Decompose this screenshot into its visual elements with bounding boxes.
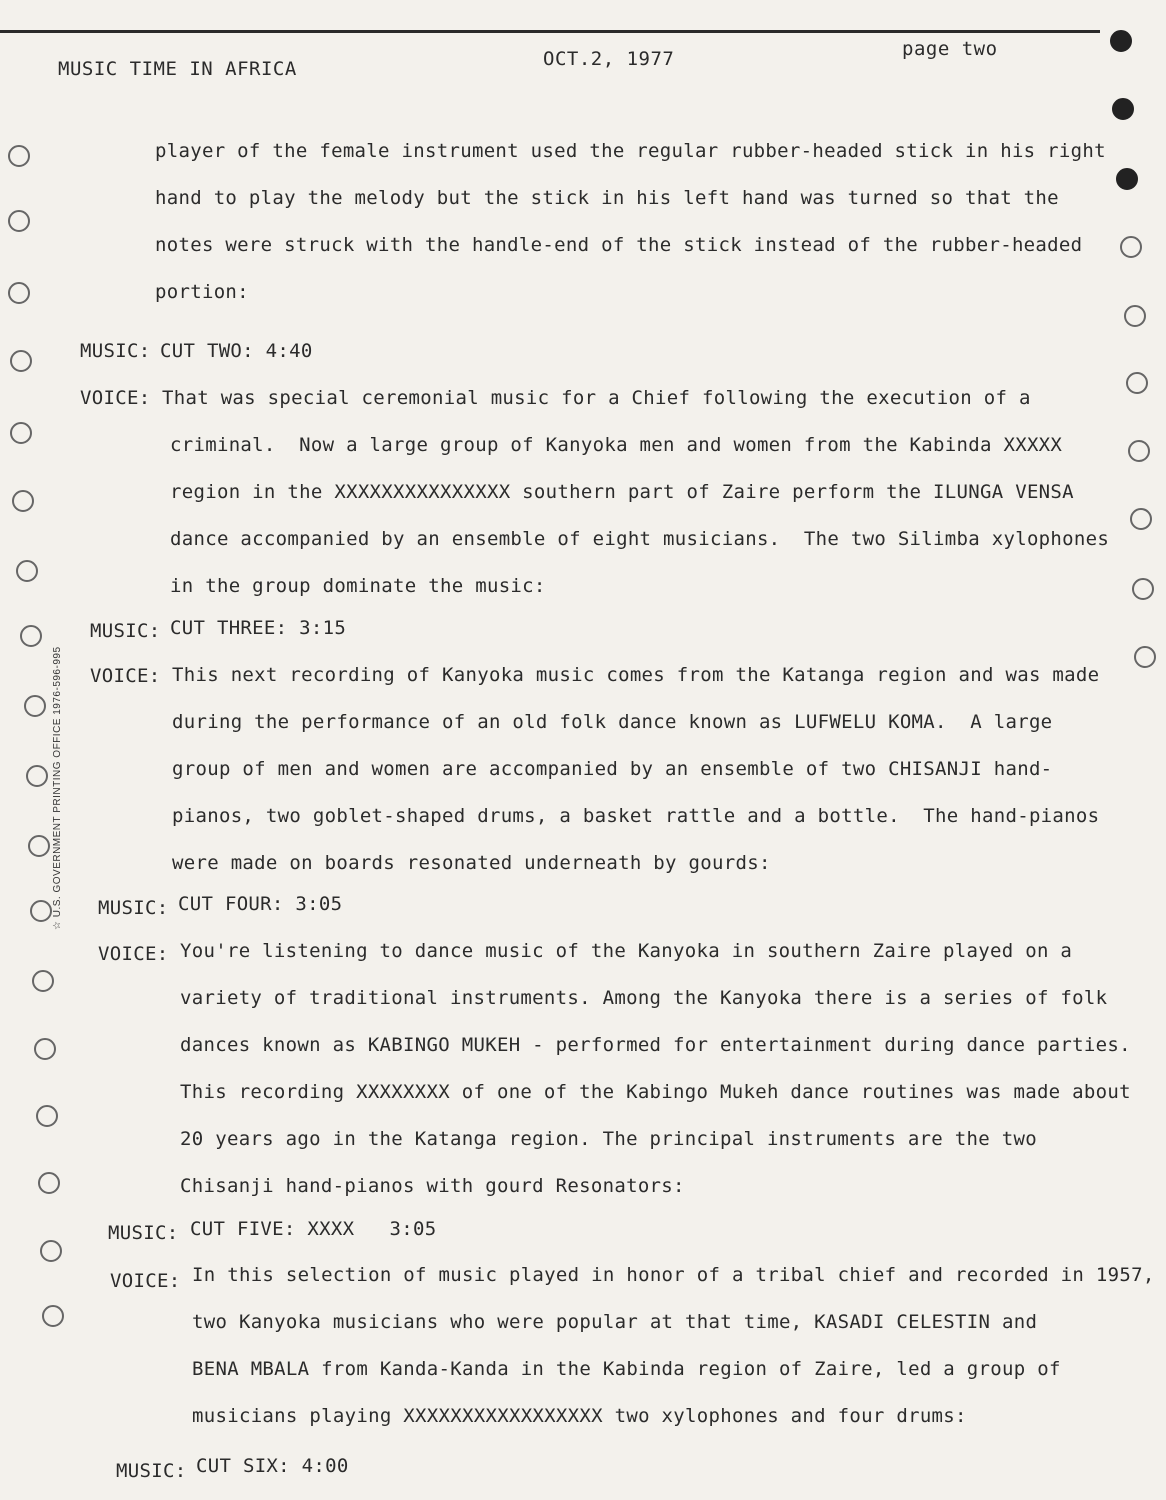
voice-paragraph [172,652,1099,887]
document-date: OCT.2, 1977 [543,48,675,70]
text-line: during the performance of an old folk dance known as LUFWELU KOMA. A large [172,711,1053,733]
text-line: 20 years ago in the Katanga region. The principal instruments are the two [180,1128,1037,1150]
text-line: This recording XXXXXXXX of one of the Kabingo Mukeh dance routines was made about [180,1081,1131,1103]
binder-hole-icon [12,490,34,512]
top-rule [0,30,1100,33]
text-line: That was special ceremonial music for a Chief following the execution of a [162,387,1031,409]
text-line: In this selection of music played in honor of a tribal chief and recorded in 1957, [192,1264,1155,1286]
page-number: page two [902,38,998,60]
binder-hole-icon [1130,508,1152,530]
music-label: MUSIC: [116,1460,187,1482]
voice-paragraph [180,928,1131,1210]
text-line: region in the XXXXXXXXXXXXXXX southern part of Zaire perform the ILUNGA VENSA [170,481,1074,503]
printing-office-mark: ☆ U.S. GOVERNMENT PRINTING OFFICE 1976-596-995 [52,646,63,930]
text-line: dance accompanied by an ensemble of eight musicians. The two Silimba xylophones [170,528,1110,550]
text-line: two Kanyoka musicians who were popular at that time, KASADI CELESTIN and [192,1311,1038,1333]
text-line: This next recording of Kanyoka music comes from the Katanga region and was made [172,664,1100,686]
voice-label: VOICE: [98,943,169,965]
text-line: notes were struck with the handle-end of the stick instead of the rubber-headed [155,234,1083,256]
text-line: portion: [155,281,249,303]
music-cue: CUT THREE: 3:15 [170,617,347,639]
binder-hole-icon [8,145,30,167]
binder-hole-icon [30,900,52,922]
binder-hole-icon [1126,372,1148,394]
music-label: MUSIC: [98,897,169,919]
voice-paragraph [192,1252,1155,1440]
binder-hole-icon [1134,646,1156,668]
binder-hole-icon [34,1038,56,1060]
music-cue: CUT SIX: 4:00 [196,1455,349,1477]
voice-label: VOICE: [110,1270,181,1292]
binder-hole-icon [24,695,46,717]
binder-hole-icon [16,560,38,582]
text-line: in the group dominate the music: [170,575,546,597]
binder-hole-icon [8,210,30,232]
text-line: were made on boards resonated underneath by gourds: [172,852,771,874]
binder-hole-icon [1116,168,1138,190]
continuation-paragraph [155,128,1106,316]
text-line: musicians playing XXXXXXXXXXXXXXXXX two xylophones and four drums: [192,1405,967,1427]
binder-hole-icon [1112,98,1134,120]
text-line: BENA MBALA from Kanda-Kanda in the Kabinda region of Zaire, led a group of [192,1358,1061,1380]
voice-label: VOICE: [90,665,161,687]
binder-hole-icon [36,1105,58,1127]
music-cue: CUT TWO: 4:40 [160,340,313,362]
text-line: player of the female instrument used the regular rubber-headed stick in his right [155,140,1106,162]
voice-label: VOICE: [80,387,151,409]
binder-hole-icon [1120,236,1142,258]
binder-hole-icon [10,350,32,372]
music-label: MUSIC: [80,340,151,362]
binder-hole-icon [26,765,48,787]
binder-hole-icon [42,1305,64,1327]
music-label: MUSIC: [90,620,161,642]
binder-hole-icon [20,625,42,647]
binder-hole-icon [32,970,54,992]
text-line: criminal. Now a large group of Kanyoka men and women from the Kabinda XXXXX [170,434,1063,456]
text-line: group of men and women are accompanied by an ensemble of two CHISANJI hand- [172,758,1053,780]
binder-hole-icon [1124,305,1146,327]
binder-hole-icon [1128,440,1150,462]
text-line: variety of traditional instruments. Among the Kanyoka there is a series of folk [180,987,1108,1009]
binder-hole-icon [10,422,32,444]
text-line: dances known as KABINGO MUKEH - performed for entertainment during dance parties. [180,1034,1131,1056]
music-cue: CUT FOUR: 3:05 [178,893,343,915]
binder-hole-icon [40,1240,62,1262]
binder-hole-icon [28,835,50,857]
text-line: hand to play the melody but the stick in his left hand was turned so that the [155,187,1059,209]
music-label: MUSIC: [108,1222,179,1244]
text-line: pianos, two goblet-shaped drums, a basket rattle and a bottle. The hand-pianos [172,805,1100,827]
binder-hole-icon [8,282,30,304]
program-title: MUSIC TIME IN AFRICA [58,58,297,80]
music-cue: CUT FIVE: XXXX 3:05 [190,1218,437,1240]
binder-hole-icon [1132,578,1154,600]
text-line: Chisanji hand-pianos with gourd Resonators: [180,1175,685,1197]
voice-paragraph [162,375,1109,610]
binder-hole-icon [38,1172,60,1194]
text-line: You're listening to dance music of the Kanyoka in southern Zaire played on a [180,940,1073,962]
binder-hole-icon [1110,30,1132,52]
